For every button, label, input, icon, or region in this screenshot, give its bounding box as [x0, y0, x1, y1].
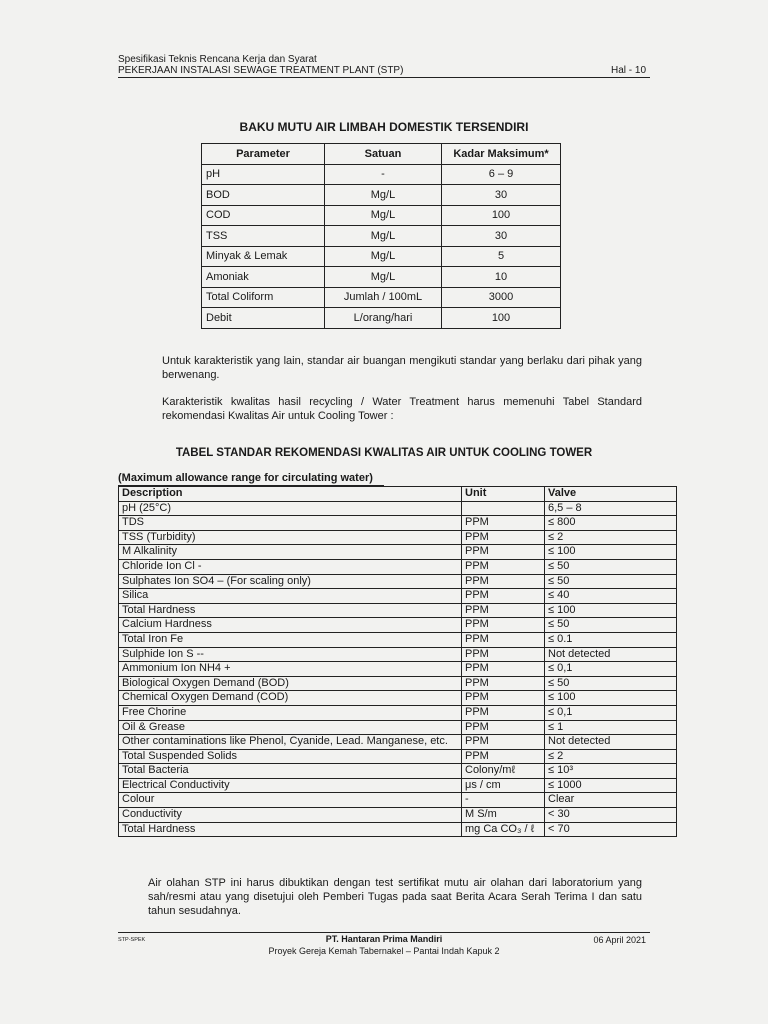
table-row — [119, 793, 677, 808]
table-row — [119, 720, 677, 735]
table-cell: 30 — [442, 226, 561, 247]
table-row — [202, 267, 561, 288]
table-cell: Total Iron Fe — [119, 632, 462, 647]
table-row — [202, 246, 561, 267]
table-cell: 6,5 – 8 — [545, 501, 677, 516]
table-row — [202, 205, 561, 226]
column-header: Satuan — [325, 144, 442, 165]
table-cell: ≤ 800 — [545, 516, 677, 531]
table-cell: TDS — [119, 516, 462, 531]
header-line-2: PEKERJAAN INSTALASI SEWAGE TREATMENT PLANT (STP) — [118, 65, 404, 76]
table-row — [119, 516, 677, 531]
table-cell: Clear — [545, 793, 677, 808]
table-cell: PPM — [462, 735, 545, 750]
table-cell: Other contaminations like Phenol, Cyanide, Lead. Manganese, etc. — [119, 735, 462, 750]
table-cell: Colour — [119, 793, 462, 808]
column-header: Description — [119, 487, 462, 502]
table-cell: ≤ 0,1 — [545, 662, 677, 677]
table-cell: PPM — [462, 662, 545, 677]
table-cell: TSS — [202, 226, 325, 247]
table-cell: Total Bacteria — [119, 764, 462, 779]
table-cell: ≤ 50 — [545, 618, 677, 633]
table-row — [119, 662, 677, 677]
table-cell: - — [462, 793, 545, 808]
table-row — [119, 545, 677, 560]
table-cell: M Alkalinity — [119, 545, 462, 560]
table-cell: 6 – 9 — [442, 164, 561, 185]
table-row — [202, 308, 561, 329]
footer-date: 06 April 2021 — [593, 935, 646, 945]
cooling-tower-standard-table — [118, 486, 677, 837]
table-cell: PPM — [462, 647, 545, 662]
table-row — [119, 822, 677, 837]
table-cell: COD — [202, 205, 325, 226]
table-cell: pH (25°C) — [119, 501, 462, 516]
table-cell: Mg/L — [325, 246, 442, 267]
table-cell: ≤ 10³ — [545, 764, 677, 779]
table-row — [119, 764, 677, 779]
table-cell: Total Hardness — [119, 603, 462, 618]
table-cell: PPM — [462, 676, 545, 691]
column-header: Valve — [545, 487, 677, 502]
table-cell: PPM — [462, 559, 545, 574]
table-cell: - — [325, 164, 442, 185]
table-row — [119, 735, 677, 750]
table-cell: ≤ 40 — [545, 589, 677, 604]
footer-divider — [118, 932, 650, 933]
table-cell: < 70 — [545, 822, 677, 837]
table-cell: Total Hardness — [119, 822, 462, 837]
table-cell: ≤ 50 — [545, 574, 677, 589]
paragraph-recycling-quality: Karakteristik kwalitas hasil recycling / Water Treatment harus memenuhi Tabel Standard rekomendasi Kwalitas Air untuk Cooling Tower : — [162, 396, 642, 422]
table-cell: Total Suspended Solids — [119, 749, 462, 764]
table-cell: mg Ca CO₃ / ℓ — [462, 822, 545, 837]
table-cell: ≤ 100 — [545, 545, 677, 560]
footer-company: PT. Hantaran Prima Mandiri — [325, 934, 443, 944]
table-cell: 10 — [442, 267, 561, 288]
table-cell: Mg/L — [325, 267, 442, 288]
table-cell: PPM — [462, 618, 545, 633]
table-cell: Jumlah / 100mL — [325, 287, 442, 308]
table-cell: ≤ 50 — [545, 559, 677, 574]
table-cell: 5 — [442, 246, 561, 267]
footer-project: Proyek Gereja Kemah Tabernakel – Pantai Indah Kapuk 2 — [268, 946, 500, 956]
table-header-row — [119, 487, 677, 502]
table-cell: PPM — [462, 574, 545, 589]
table-cell: PPM — [462, 589, 545, 604]
table-cell: PPM — [462, 691, 545, 706]
table-row — [119, 603, 677, 618]
paragraph-test-certificate: Air olahan STP ini harus dibuktikan dengan test sertifikat mutu air olahan dari laboratorium yang sah/resmi atau yang disetujui oleh Pemberi Tugas pada saat Berita Acara Serah Terima I dan satu tahun sesudahnya. — [148, 877, 642, 917]
table-cell: pH — [202, 164, 325, 185]
column-header: Kadar Maksimum* — [442, 144, 561, 165]
table-row — [202, 226, 561, 247]
table-row — [119, 691, 677, 706]
header-divider — [118, 77, 650, 78]
table-row — [119, 574, 677, 589]
table-cell: ≤ 1000 — [545, 778, 677, 793]
table-row — [202, 164, 561, 185]
column-header: Unit — [462, 487, 545, 502]
table-cell: Free Chorine — [119, 705, 462, 720]
table-cell: Ammonium Ion NH4 + — [119, 662, 462, 677]
header-line-1: Spesifikasi Teknis Rencana Kerja dan Syarat — [118, 54, 317, 65]
table-row — [119, 749, 677, 764]
table-cell: PPM — [462, 632, 545, 647]
table-cell: ≤ 100 — [545, 691, 677, 706]
footer-doc-code: STP-SPEK — [118, 937, 146, 943]
table-row — [119, 589, 677, 604]
table-cell: Oil & Grease — [119, 720, 462, 735]
table-cell: 30 — [442, 185, 561, 206]
table-cell: Chemical Oxygen Demand (COD) — [119, 691, 462, 706]
table-cell: Colony/mℓ — [462, 764, 545, 779]
table-cell: Electrical Conductivity — [119, 778, 462, 793]
table-cell: PPM — [462, 603, 545, 618]
table-cell: BOD — [202, 185, 325, 206]
table-cell: ≤ 100 — [545, 603, 677, 618]
table2-title: TABEL STANDAR REKOMENDASI KWALITAS AIR UNTUK COOLING TOWER — [175, 447, 593, 459]
table-cell: ≤ 1 — [545, 720, 677, 735]
table-cell: Mg/L — [325, 205, 442, 226]
page-number: Hal - 10 — [610, 65, 646, 76]
table-cell: Minyak & Lemak — [202, 246, 325, 267]
paragraph-other-characteristics: Untuk karakteristik yang lain, standar air buangan mengikuti standar yang berlaku dari pihak yang berwenang. — [162, 355, 642, 381]
table-cell: 3000 — [442, 287, 561, 308]
table-row — [119, 778, 677, 793]
table-cell: ≤ 0.1 — [545, 632, 677, 647]
table-cell: PPM — [462, 749, 545, 764]
table-cell: Silica — [119, 589, 462, 604]
table-cell: ≤ 2 — [545, 749, 677, 764]
table-row — [119, 618, 677, 633]
table-cell: TSS (Turbidity) — [119, 530, 462, 545]
table-cell — [462, 501, 545, 516]
table-cell: M S/m — [462, 808, 545, 823]
table-cell: Conductivity — [119, 808, 462, 823]
table-cell: Calcium Hardness — [119, 618, 462, 633]
table-row — [202, 287, 561, 308]
table-row — [119, 808, 677, 823]
table-cell: PPM — [462, 545, 545, 560]
table-row — [119, 501, 677, 516]
table-cell: ≤ 2 — [545, 530, 677, 545]
table-cell: Not detected — [545, 647, 677, 662]
effluent-standard-table — [201, 143, 561, 329]
table-cell: Chloride Ion Cl - — [119, 559, 462, 574]
table-cell: Debit — [202, 308, 325, 329]
table-cell: ≤ 0,1 — [545, 705, 677, 720]
table-cell: PPM — [462, 516, 545, 531]
table-cell: μs / cm — [462, 778, 545, 793]
table-row — [119, 676, 677, 691]
table-row — [119, 705, 677, 720]
table1-title: BAKU MUTU AIR LIMBAH DOMESTIK TERSENDIRI — [239, 120, 529, 134]
table-cell: Sulphates Ion SO4 – (For scaling only) — [119, 574, 462, 589]
table-cell: ≤ 50 — [545, 676, 677, 691]
table-cell: Not detected — [545, 735, 677, 750]
table-row — [119, 632, 677, 647]
table-cell: < 30 — [545, 808, 677, 823]
table-header-row — [202, 144, 561, 165]
table-cell: 100 — [442, 205, 561, 226]
table-row — [119, 559, 677, 574]
table-cell: L/orang/hari — [325, 308, 442, 329]
table-cell: Total Coliform — [202, 287, 325, 308]
table-cell: Mg/L — [325, 185, 442, 206]
table-cell: PPM — [462, 530, 545, 545]
column-header: Parameter — [202, 144, 325, 165]
table-cell: PPM — [462, 705, 545, 720]
table-cell: Mg/L — [325, 226, 442, 247]
table-cell: Sulphide Ion S -- — [119, 647, 462, 662]
table-row — [119, 647, 677, 662]
table-row — [119, 530, 677, 545]
table2-subtitle: (Maximum allowance range for circulating water) — [118, 472, 373, 484]
table-row — [202, 185, 561, 206]
table-cell: Biological Oxygen Demand (BOD) — [119, 676, 462, 691]
table-cell: PPM — [462, 720, 545, 735]
table-cell: Amoniak — [202, 267, 325, 288]
table-cell: 100 — [442, 308, 561, 329]
